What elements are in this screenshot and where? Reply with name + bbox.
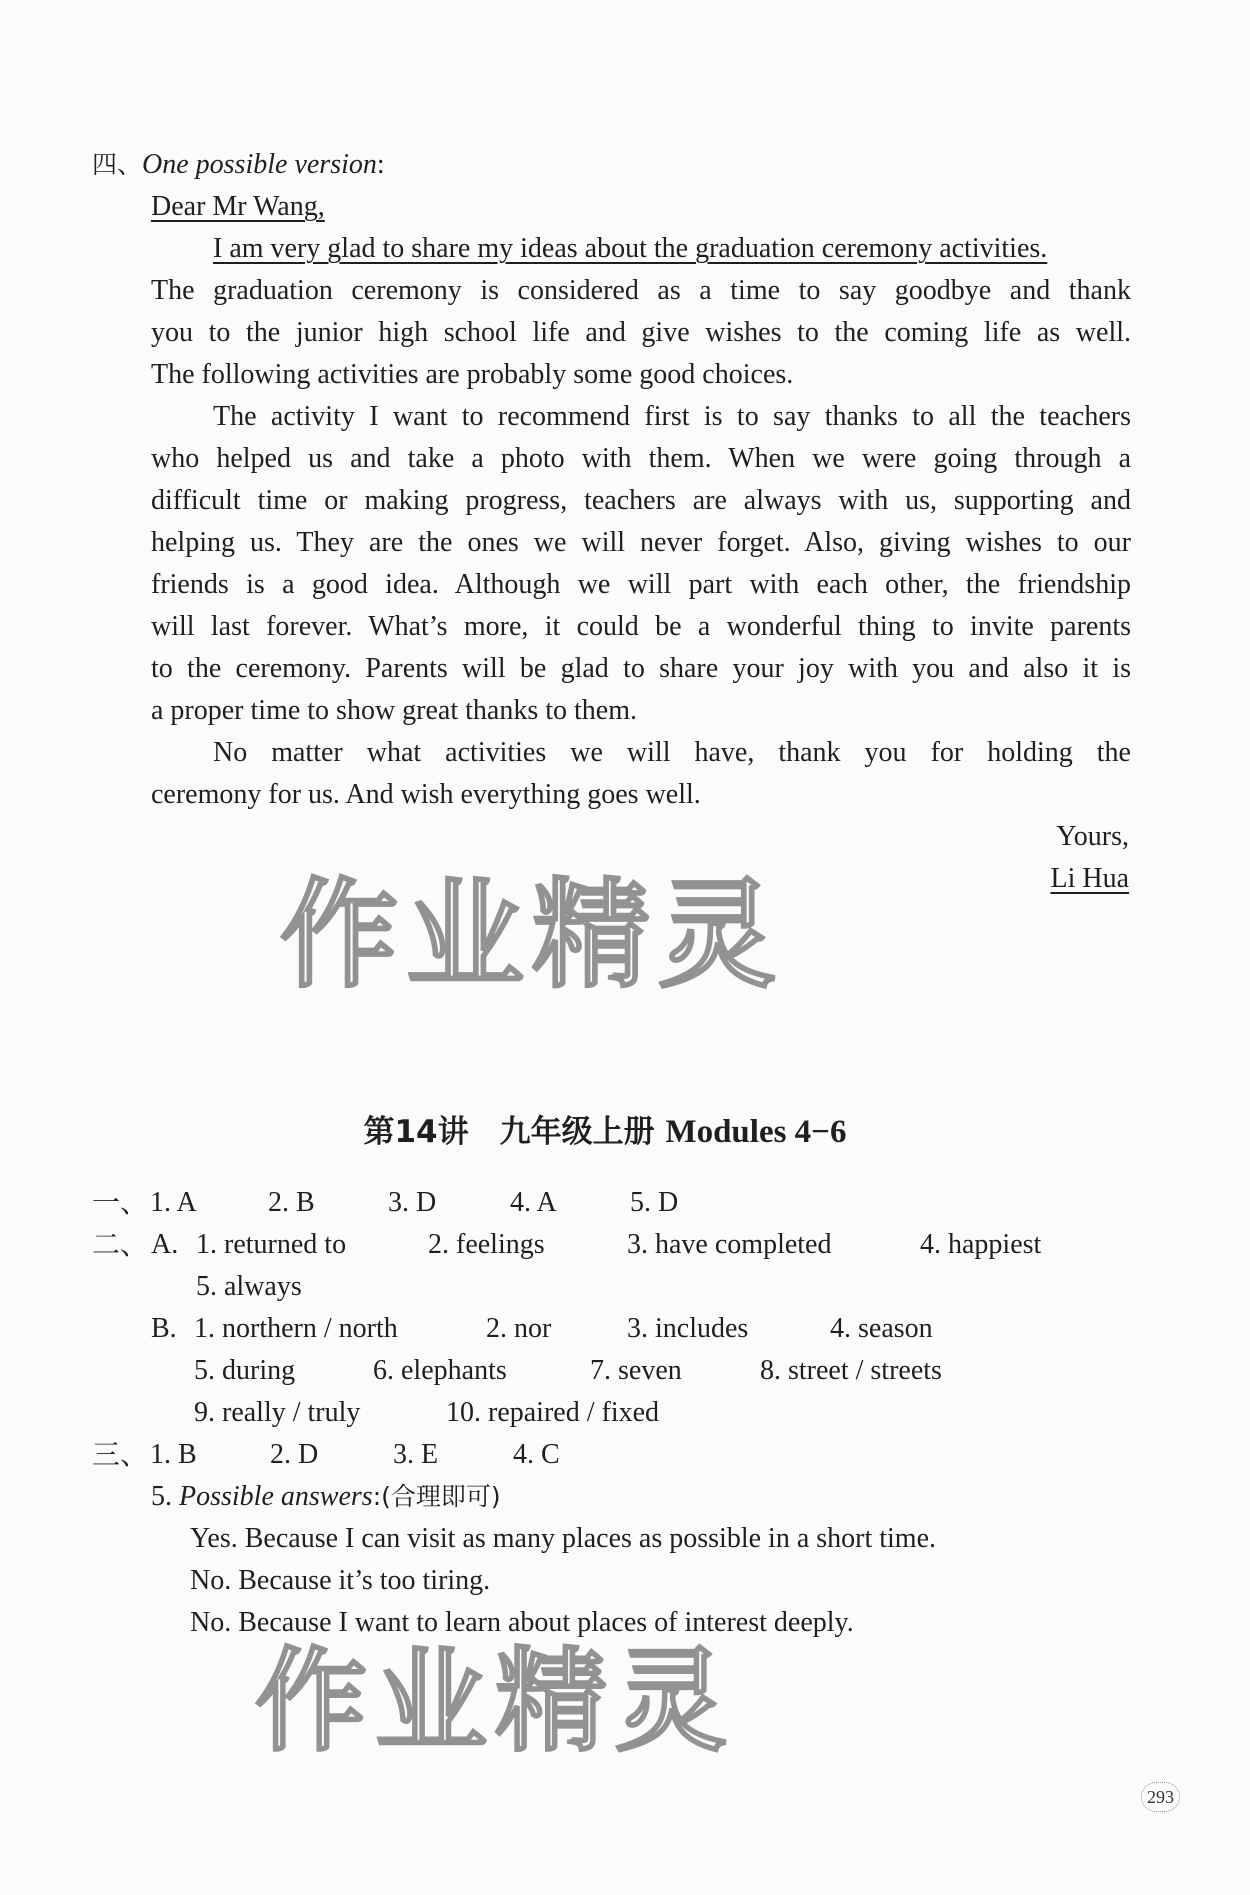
part-2-marker: 二、 xyxy=(92,1228,149,1261)
letter-line: friends is a good idea. Although we will part with each other, the friendship xyxy=(151,569,1131,600)
part-2b-answer: 5. during xyxy=(194,1355,296,1386)
letter-line: The following activities are probably some good choices. xyxy=(151,359,794,390)
q5-label: Possible answers xyxy=(179,1481,373,1512)
section-4-header xyxy=(92,148,385,182)
part-2b-answer: 10. repaired / fixed xyxy=(446,1397,660,1428)
part-3-q5 xyxy=(151,1480,501,1514)
part-3-answer: 3. E xyxy=(393,1439,439,1470)
q5-answer: Yes. Because I can visit as many places as possible in a short time. xyxy=(190,1523,937,1554)
letter-line: to the ceremony. Parents will be glad to share your joy with you and also it is xyxy=(151,653,1131,684)
part-2b-answer: 9. really / truly xyxy=(194,1397,361,1428)
q5-number: 5. xyxy=(151,1481,172,1512)
letter-line: you to the junior high school life and give wishes to the coming life as well. xyxy=(151,317,1131,348)
part-3-answer: 1. B xyxy=(150,1439,197,1470)
letter-line: will last forever. What’s more, it could be a wonderful thing to invite parents xyxy=(151,611,1131,642)
part-2a-answer: 4. happiest xyxy=(920,1229,1042,1260)
letter-line: The graduation ceremony is considered as a time to say goodbye and thank xyxy=(151,275,1131,306)
q5-answer: No. Because it’s too tiring. xyxy=(190,1565,491,1596)
part-2b-answer: 8. street / streets xyxy=(760,1355,942,1386)
section-4-intro-colon: : xyxy=(376,149,385,180)
part-2a-answer: 3. have completed xyxy=(627,1229,832,1260)
section-4-marker: 四、 xyxy=(92,150,143,179)
letter-first-sentence: I am very glad to share my ideas about the graduation ceremony activities. xyxy=(213,233,1048,264)
part-2b-answer: 1. northern / north xyxy=(194,1313,398,1344)
part-1-answer: 3. D xyxy=(388,1187,437,1218)
section-4-intro: One possible version xyxy=(142,149,377,180)
letter-line: difficult time or making progress, teachers are always with us, supporting and xyxy=(151,485,1131,516)
part-2a-answer: 1. returned to xyxy=(196,1229,347,1260)
letter-signature: Li Hua xyxy=(1050,863,1129,894)
watermark-logo: 作业精灵 xyxy=(280,866,785,1004)
part-2b-answer: 7. seven xyxy=(590,1355,682,1386)
letter-line: a proper time to show great thanks to them. xyxy=(151,695,637,726)
part-3-answer: 4. C xyxy=(513,1439,560,1470)
part-1-answer: 1. A xyxy=(150,1187,197,1218)
part-2b-answer: 2. nor xyxy=(486,1313,552,1344)
part-2b-label: B. xyxy=(151,1313,177,1344)
letter-line: The activity I want to recommend first is to say thanks to all the teachers xyxy=(213,401,1131,432)
part-2b-answer: 6. elephants xyxy=(373,1355,507,1386)
lesson-title xyxy=(0,1112,1210,1152)
q5-note: :(合理即可) xyxy=(372,1482,501,1511)
letter-line: No matter what activities we will have, thank you for holding the xyxy=(213,737,1131,768)
page-number: 293 xyxy=(1141,1782,1180,1812)
watermark-logo: 作业精灵 xyxy=(255,1637,735,1767)
letter-line: who helped us and take a photo with them. When we were going through a xyxy=(151,443,1131,474)
q5-answer: No. Because I want to learn about places of interest deeply. xyxy=(190,1607,854,1638)
letter-line: ceremony for us. And wish everything goes well. xyxy=(151,779,701,810)
letter-closing: Yours, xyxy=(1056,821,1129,852)
part-3-marker: 三、 xyxy=(92,1438,149,1471)
lesson-title-en: Modules 4−6 xyxy=(665,1114,847,1150)
part-2b-answer: 3. includes xyxy=(627,1313,749,1344)
lesson-title-cn: 第14讲 九年级上册 xyxy=(363,1114,655,1150)
letter-salutation: Dear Mr Wang, xyxy=(151,191,325,222)
part-1-answer: 4. A xyxy=(510,1187,557,1218)
part-1-answer: 5. D xyxy=(630,1187,679,1218)
part-1-answer: 2. B xyxy=(268,1187,315,1218)
part-1-marker: 一、 xyxy=(92,1186,149,1219)
part-2b-answer: 4. season xyxy=(830,1313,933,1344)
part-2a-answer: 5. always xyxy=(196,1271,302,1302)
part-2a-answer: 2. feelings xyxy=(428,1229,545,1260)
letter-line: helping us. They are the ones we will never forget. Also, giving wishes to our xyxy=(151,527,1131,558)
part-3-answer: 2. D xyxy=(270,1439,319,1470)
part-2a-label: A. xyxy=(151,1229,179,1260)
